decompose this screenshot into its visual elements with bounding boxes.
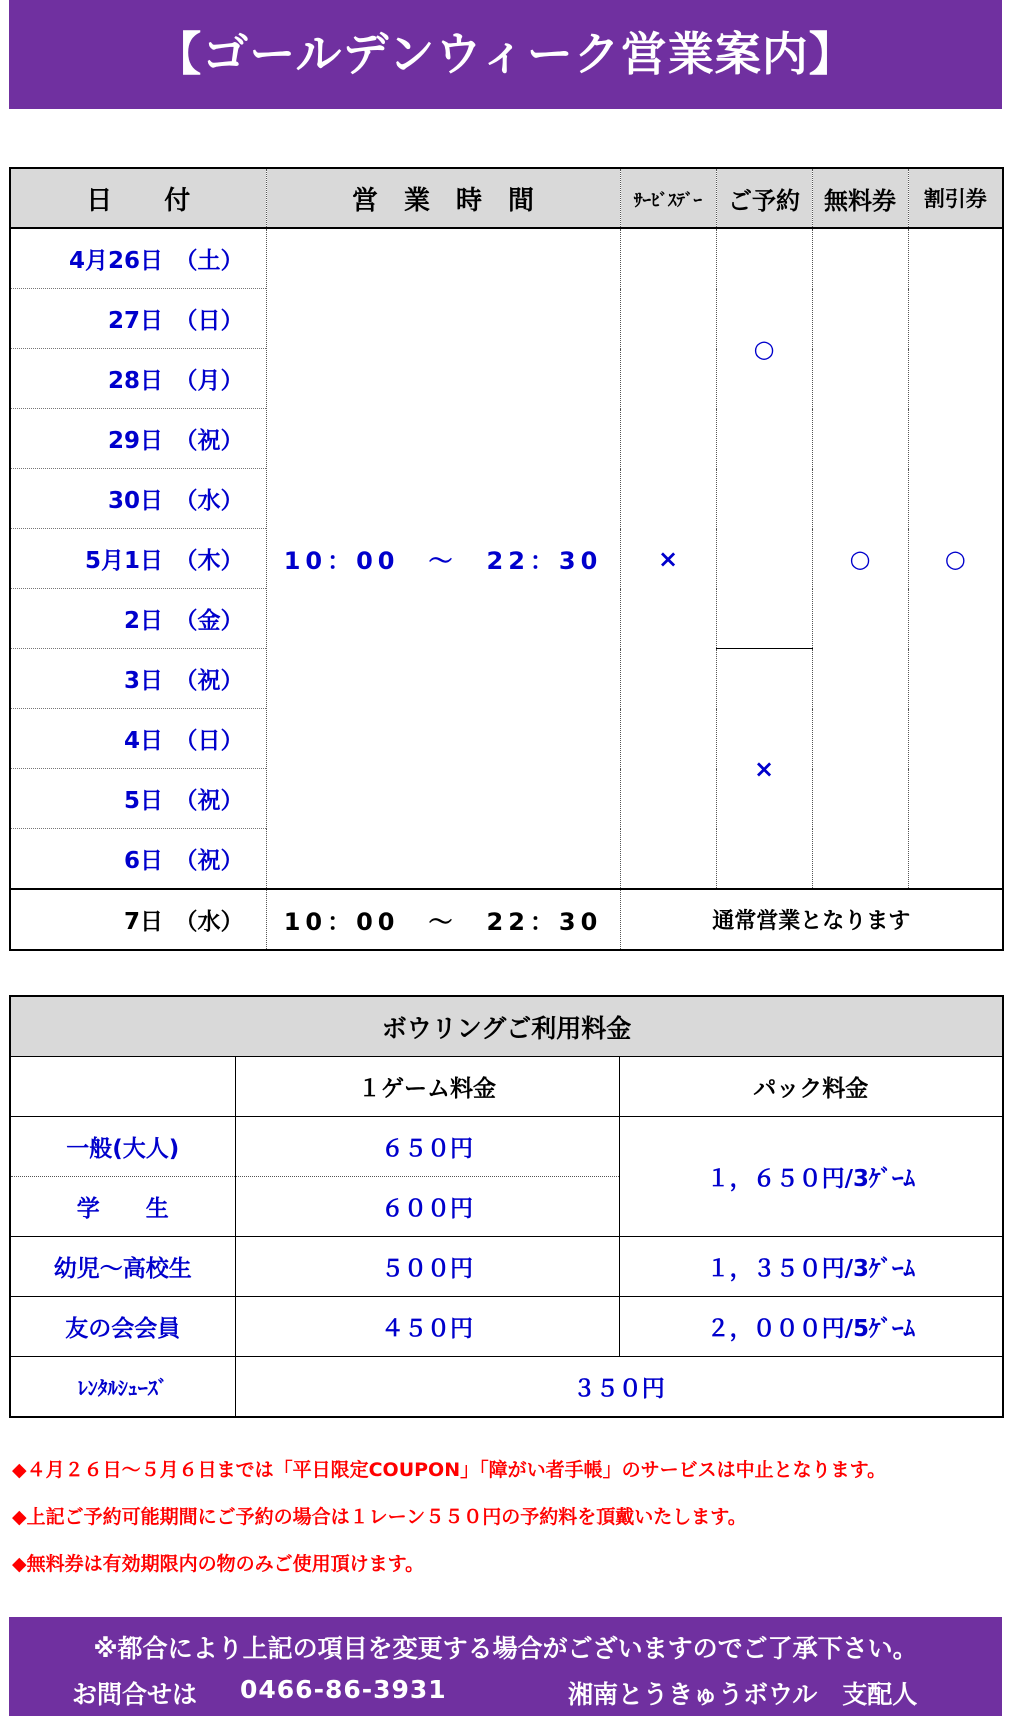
signature: 湘南とうきゅうボウル 支配人 — [568, 1680, 918, 1709]
fee-header-empty — [10, 1057, 235, 1117]
service-day-cell: × — [620, 228, 716, 889]
fee-game-price: ４５０円 — [235, 1297, 619, 1357]
last-date-cell: 7日 （水） — [10, 889, 266, 950]
fee-header-row — [10, 1057, 1003, 1117]
hours-cell: 10：00 ～ 22：30 — [266, 228, 620, 889]
date-cell: 30日 （水） — [10, 469, 266, 529]
last-hours-cell: 10：00 ～ 22：30 — [266, 889, 620, 950]
fee-row — [10, 1297, 1003, 1357]
schedule-header-row — [10, 168, 1003, 228]
date-cell: 5月1日 （木） — [10, 529, 266, 589]
header-free-ticket: 無料券 — [812, 168, 908, 228]
page-title: 【ゴールデンウィーク営業案内】 — [155, 27, 856, 81]
fee-label: 学 生 — [10, 1177, 235, 1237]
date-cell: 6日 （祝） — [10, 829, 266, 890]
contact-label: お問合せは — [72, 1680, 198, 1709]
fee-row — [10, 1117, 1003, 1177]
page-title-banner — [9, 0, 1002, 109]
discount-ticket-cell: ○ — [908, 228, 1003, 889]
date-cell: 28日 （月） — [10, 349, 266, 409]
header-service-day: ｻｰﾋﾞｽﾃﾞｰ — [620, 168, 716, 228]
date-cell: 27日 （日） — [10, 289, 266, 349]
fee-game-price: ５００円 — [235, 1237, 619, 1297]
date-cell: 2日 （金） — [10, 589, 266, 649]
reservation-ng-cell: × — [716, 649, 812, 890]
date-cell: 3日 （祝） — [10, 649, 266, 709]
fee-title-row — [10, 996, 1003, 1057]
fee-game-price: ６００円 — [235, 1177, 619, 1237]
footer-banner — [9, 1617, 1002, 1716]
fee-header-pack: パック料金 — [619, 1057, 1003, 1117]
fee-table-title: ボウリングご利用料金 — [10, 996, 1003, 1057]
footer-notice: ※都合により上記の項目を変更する場合がございますのでご了承下さい。 — [93, 1634, 918, 1663]
fee-label: 友の会会員 — [10, 1297, 235, 1357]
regular-business-note: 通常営業となります — [620, 889, 1003, 950]
date-cell: 4日 （日） — [10, 709, 266, 769]
note-item: ◆上記ご予約可能期間にご予約の場合は１レーン５５０円の予約料を頂戴いたします。 — [12, 1506, 747, 1528]
date-cell: 4月26日 （土） — [68, 248, 244, 274]
header-reservation: ご予約 — [716, 168, 812, 228]
phone-number: 0466-86-3931 — [240, 1675, 447, 1704]
fee-header-game: １ゲーム料金 — [235, 1057, 619, 1117]
fee-row — [10, 1357, 1003, 1418]
shoes-label: ﾚﾝﾀﾙｼｭｰｽﾞ — [10, 1357, 235, 1418]
note-item: ◆無料券は有効期限内の物のみご使用頂けます。 — [12, 1553, 425, 1575]
header-date: 日 付 — [10, 168, 266, 228]
notes — [12, 1455, 997, 1596]
header-hours: 営 業 時 間 — [266, 168, 620, 228]
fee-label: 幼児～高校生 — [10, 1237, 235, 1297]
fee-row — [10, 1237, 1003, 1297]
fee-label: 一般(大人) — [10, 1117, 235, 1177]
shoes-price: ３５０円 — [235, 1357, 1003, 1418]
fee-pack-price: ２，０００円/5ｹﾞｰﾑ — [619, 1297, 1003, 1357]
schedule-last-row — [10, 889, 1003, 950]
schedule-table — [9, 167, 1004, 951]
fee-table — [9, 995, 1004, 1418]
date-cell: 29日 （祝） — [10, 409, 266, 469]
header-discount-ticket: 割引券 — [908, 168, 1003, 228]
fee-pack-price: １，３５０円/3ｹﾞｰﾑ — [619, 1237, 1003, 1297]
note-item: ◆４月２６日～５月６日までは「平日限定COUPON」「障がい者手帳」のサービスは中止となります。 — [12, 1459, 887, 1481]
free-ticket-cell: ○ — [812, 228, 908, 889]
date-cell: 5日 （祝） — [10, 769, 266, 829]
schedule-row — [10, 228, 1003, 289]
reservation-ok-cell: ○ — [716, 228, 812, 649]
fee-game-price: ６５０円 — [235, 1117, 619, 1177]
fee-pack-price: １，６５０円/3ｹﾞｰﾑ — [619, 1117, 1003, 1237]
